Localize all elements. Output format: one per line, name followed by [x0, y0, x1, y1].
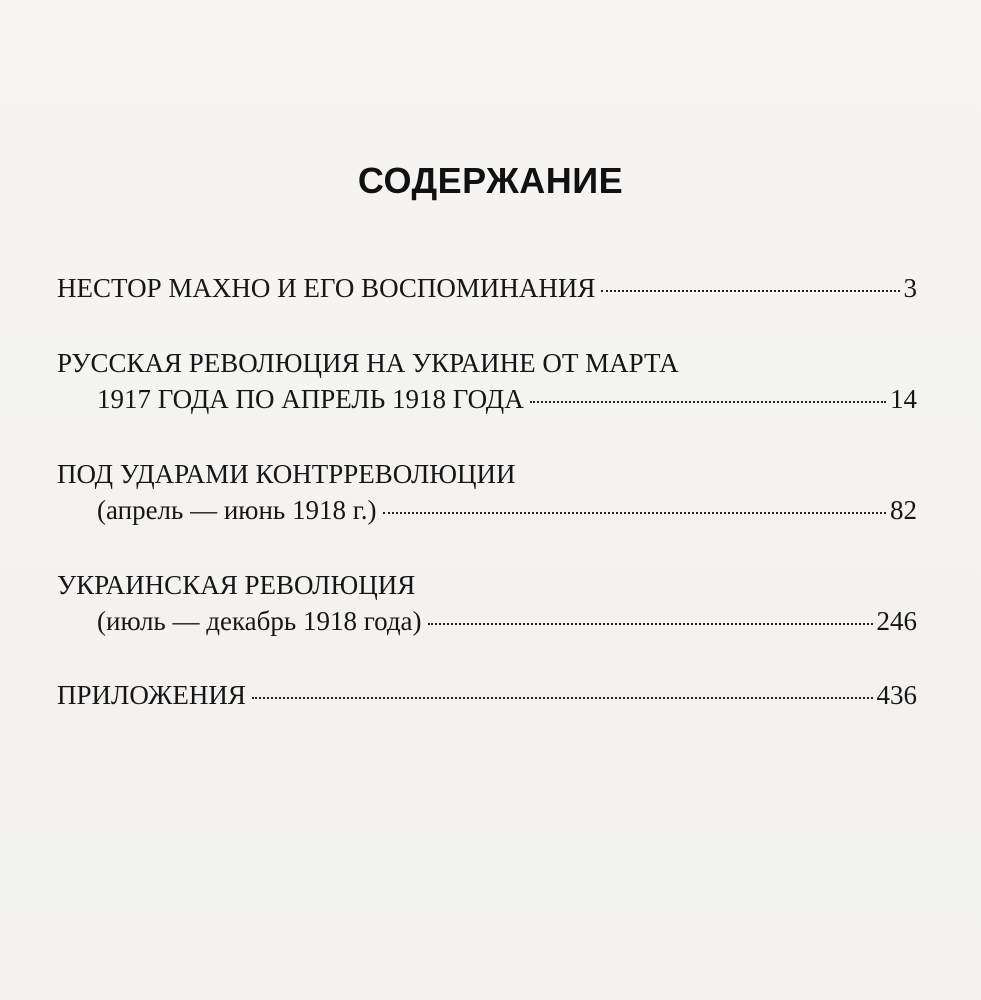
toc-page-number: 82: [890, 495, 917, 525]
page-title: СОДЕРЖАНИЕ: [357, 160, 624, 201]
dot-leader: [252, 696, 873, 699]
toc-entry-4: [57, 567, 917, 639]
toc-entry-title: УКРАИНСКАЯ РЕВОЛЮЦИЯ: [57, 570, 416, 600]
toc-entry-subtitle: (июль — декабрь 1918 года): [97, 606, 422, 636]
toc-page-number: 3: [903, 273, 917, 303]
dot-leader: [383, 511, 887, 514]
toc-entry-1: [57, 270, 917, 306]
toc-entry-2: [57, 345, 917, 417]
toc-entry-subtitle: (апрель — июнь 1918 г.): [97, 495, 377, 525]
toc-entry-title: РУССКАЯ РЕВОЛЮЦИЯ НА УКРАИНЕ ОТ МАРТА: [57, 348, 679, 378]
toc-entry-line: [57, 456, 917, 492]
toc-page-number: 436: [876, 680, 917, 710]
toc-entry-line: [57, 677, 917, 713]
toc-entry-line: [57, 567, 917, 603]
dot-leader: [530, 400, 886, 403]
toc-entry-5: [57, 677, 917, 713]
toc-entry-line: [57, 492, 917, 528]
toc-entry-title: НЕСТОР МАХНО И ЕГО ВОСПОМИНАНИЯ: [57, 273, 596, 303]
toc-entry-line: [57, 603, 917, 639]
toc-page-number: 14: [890, 384, 917, 414]
toc-entry-line: [57, 270, 917, 306]
toc-entry-line: [57, 381, 917, 417]
toc-entry-line: [57, 345, 917, 381]
toc-entry-title: ПОД УДАРАМИ КОНТРРЕВОЛЮЦИИ: [57, 459, 516, 489]
dot-leader: [428, 622, 873, 625]
toc-entry-subtitle: 1917 ГОДА ПО АПРЕЛЬ 1918 ГОДА: [97, 384, 524, 414]
dot-leader: [601, 289, 899, 292]
toc-entry-3: [57, 456, 917, 528]
toc-entry-title: ПРИЛОЖЕНИЯ: [57, 680, 246, 710]
toc-page-number: 246: [876, 606, 917, 636]
